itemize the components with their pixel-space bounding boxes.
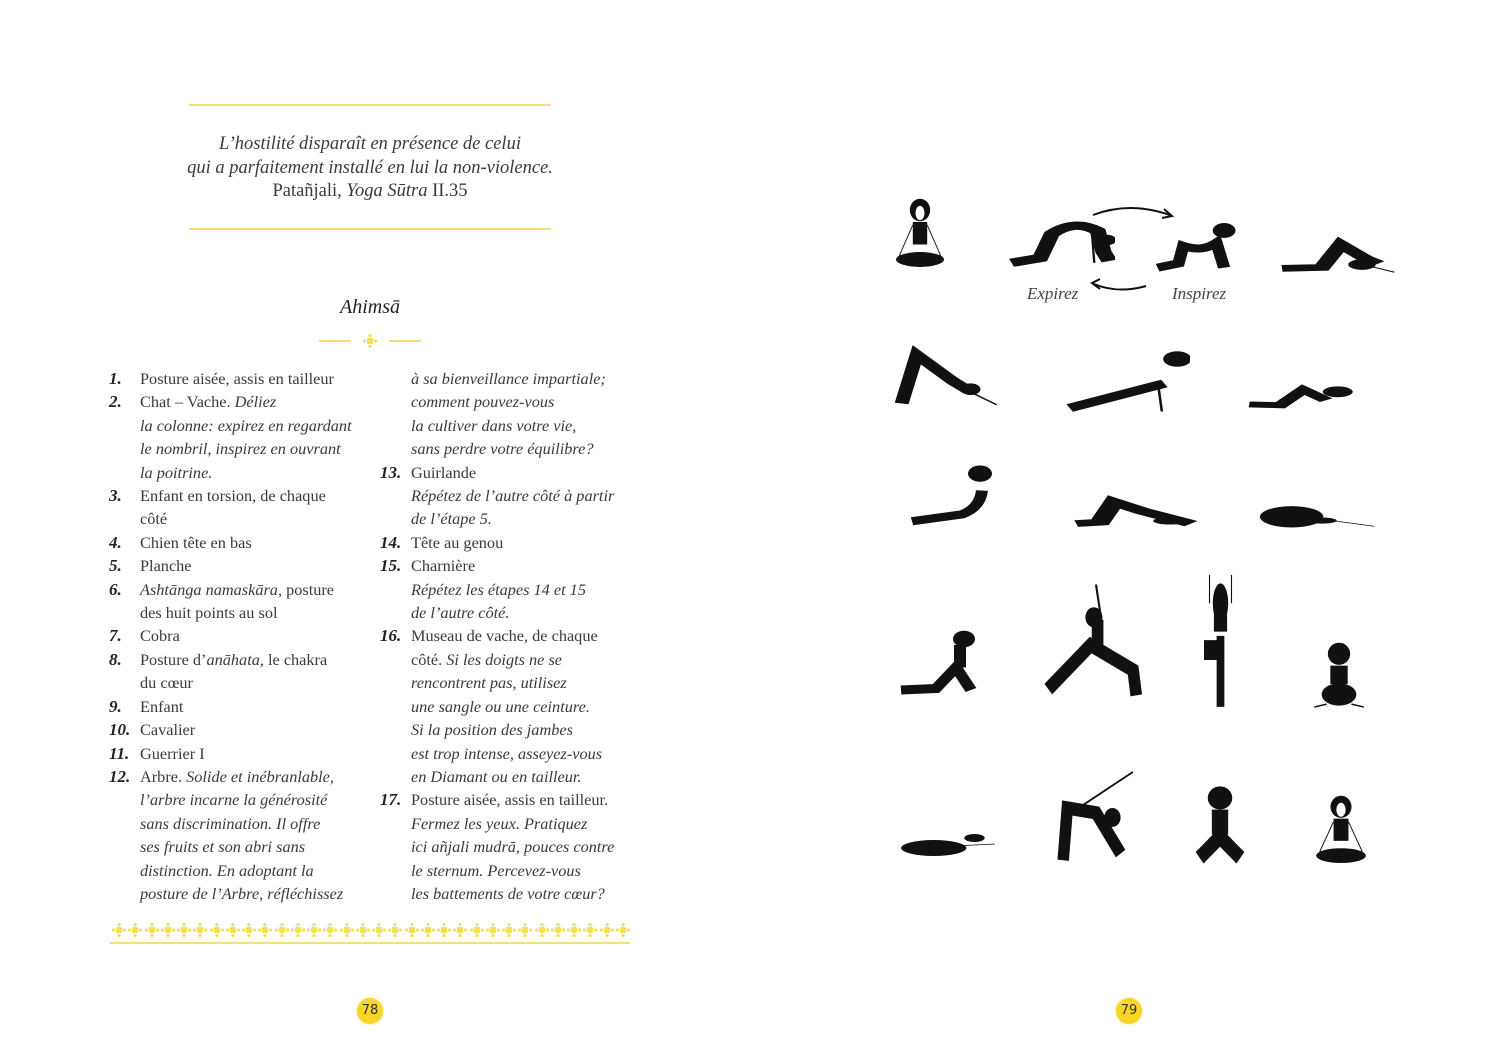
quote-source xyxy=(150,180,590,204)
cow-face-pose-illustration xyxy=(1186,783,1254,866)
section-title: Ahimsā xyxy=(340,296,400,318)
flower-ornament-icon xyxy=(583,923,597,937)
step-note: les battements de votre cœur? xyxy=(411,883,605,903)
step-number: 16. xyxy=(380,626,402,646)
step-line xyxy=(109,882,374,905)
step-item xyxy=(380,624,645,647)
flower-ornament-icon xyxy=(193,923,207,937)
quote-top-rule xyxy=(189,104,551,106)
step-item xyxy=(109,484,374,507)
flower-ornament-icon xyxy=(177,923,191,937)
cow-pose-icon xyxy=(1150,215,1245,277)
flower-ornament-icon xyxy=(340,923,354,937)
step-note: de l’étape 5. xyxy=(411,509,492,529)
step-line xyxy=(380,812,645,835)
bottom-rule xyxy=(110,942,630,944)
flower-ornament-icon xyxy=(437,923,451,937)
step-item xyxy=(109,531,374,554)
step-item xyxy=(109,742,374,765)
step-number: 3. xyxy=(109,486,122,506)
step-number: 13. xyxy=(380,462,402,482)
flower-ornament-icon xyxy=(405,923,419,937)
anahata-pose-illustration xyxy=(1065,484,1205,529)
plank-pose-illustration xyxy=(1062,345,1190,415)
step-line xyxy=(109,835,374,858)
head-to-knee-pose-illustration xyxy=(898,822,1000,862)
step-line xyxy=(380,601,645,624)
step-line xyxy=(380,882,645,905)
step-note: distinction. En adoptant la xyxy=(140,860,314,880)
flower-ornament-icon xyxy=(518,923,532,937)
step-item xyxy=(109,765,374,788)
tree-pose-icon xyxy=(1193,572,1248,714)
flower-ornament-icon xyxy=(112,923,126,937)
quote-bottom-rule xyxy=(189,228,551,230)
step-line xyxy=(380,648,645,671)
flower-ornament-icon xyxy=(242,923,256,937)
step-item xyxy=(109,695,374,718)
step-line xyxy=(109,437,374,460)
step-note: Fermez les yeux. Pratiquez xyxy=(411,813,588,833)
step-text: Posture aisée, assis en tailleur. xyxy=(411,790,609,810)
epigraph-quote xyxy=(150,133,590,204)
step-number: 4. xyxy=(109,532,122,552)
downward-dog-pose-illustration xyxy=(893,345,1001,410)
child-pose-illustration xyxy=(1255,494,1377,532)
easy-pose-final-illustration xyxy=(1310,792,1372,866)
step-item xyxy=(109,367,374,390)
flower-ornament-icon xyxy=(258,923,272,937)
step-number: 7. xyxy=(109,626,122,646)
child-pose-icon xyxy=(1255,494,1377,532)
step-number: 14. xyxy=(380,532,402,552)
step-item xyxy=(380,461,645,484)
step-line xyxy=(380,835,645,858)
step-note: Si la position des jambes xyxy=(411,720,573,740)
flower-ornament-icon xyxy=(145,923,159,937)
step-text: , posture xyxy=(277,579,335,599)
arrow-right-icon xyxy=(1090,203,1180,223)
step-line xyxy=(380,484,645,507)
step-note: Si les doigts ne se xyxy=(446,649,563,669)
quote-line-2: qui a parfaitement installé en lui la non-violence. xyxy=(187,157,553,178)
ornament-dash-right xyxy=(389,340,421,342)
flower-ornament-icon xyxy=(600,923,614,937)
step-line xyxy=(109,601,374,624)
step-line xyxy=(380,859,645,882)
step-note: de l’autre côté. xyxy=(411,603,510,623)
step-note: le nombril, inspirez en ouvrant xyxy=(140,439,341,459)
step-item xyxy=(380,531,645,554)
quote-line-1: L’hostilité disparaît en présence de celui xyxy=(219,134,521,154)
step-text: Museau de vache, de chaque xyxy=(411,626,598,646)
step-number: 11. xyxy=(109,743,130,763)
flower-ornament-icon xyxy=(226,923,240,937)
flower-ornament-icon xyxy=(372,923,386,937)
flower-ornament-icon xyxy=(421,923,435,937)
step-text: Arbre. xyxy=(140,766,187,786)
step-line xyxy=(109,671,374,694)
step-line xyxy=(380,507,645,530)
right-page xyxy=(750,0,1500,1059)
caption-exhale: Expirez xyxy=(1027,284,1079,303)
step-text: côté. xyxy=(411,649,447,669)
step-line xyxy=(109,414,374,437)
flower-ornament-icon xyxy=(275,923,289,937)
step-note: comment pouvez-vous xyxy=(411,392,555,412)
title-ornament xyxy=(319,338,421,344)
step-note: anāhata xyxy=(206,649,260,669)
step-line xyxy=(380,367,645,390)
step-note: la cultiver dans votre vie, xyxy=(411,415,577,435)
step-note: en Diamant ou en tailleur. xyxy=(411,766,582,786)
step-text: Tête au genou xyxy=(411,532,504,552)
flower-border-ornament xyxy=(112,923,630,937)
step-item xyxy=(109,718,374,741)
garland-pose-illustration xyxy=(1308,639,1370,713)
step-note: la colonne: expirez en regardant xyxy=(140,415,352,435)
step-line xyxy=(109,859,374,882)
step-note: Répétez les étapes 14 et 15 xyxy=(411,579,586,599)
step-note: Ashtānga namaskāra xyxy=(140,579,278,599)
cobra-pose-illustration xyxy=(902,460,1002,528)
step-text: Chien tête en bas xyxy=(140,532,252,552)
step-text: Cobra xyxy=(140,626,180,646)
quote-reference: II.35 xyxy=(427,181,468,201)
cow-pose-illustration xyxy=(1150,215,1245,277)
flower-ornament-icon xyxy=(161,923,175,937)
quote-author: Patañjali, xyxy=(272,181,347,201)
flower-ornament-icon xyxy=(486,923,500,937)
step-item xyxy=(109,624,374,647)
step-line xyxy=(109,812,374,835)
warrior-one-pose-illustration xyxy=(1043,582,1149,708)
step-text: Chat – Vache. xyxy=(140,392,235,412)
step-note: l’arbre incarne la générosité xyxy=(140,790,328,810)
step-number: 5. xyxy=(109,556,122,576)
step-text: Charnière xyxy=(411,556,476,576)
step-line xyxy=(380,742,645,765)
step-note: le sternum. Percevez-vous xyxy=(411,860,581,880)
step-note: à sa bienveillance impartiale; xyxy=(411,369,606,388)
step-note: rencontrent pas, utilisez xyxy=(411,673,567,693)
step-number: 10. xyxy=(109,720,131,740)
step-note: ici añjali mudrā, pouces contre xyxy=(411,837,615,857)
step-line xyxy=(380,718,645,741)
tree-pose-illustration xyxy=(1193,572,1248,714)
step-line xyxy=(109,788,374,811)
step-number: 9. xyxy=(109,696,122,716)
page-number-badge: 79 xyxy=(1116,998,1142,1024)
downward-dog-pose-icon xyxy=(893,345,1001,410)
step-text: Guerrier I xyxy=(140,743,205,763)
step-line xyxy=(380,671,645,694)
ornament-dash-left xyxy=(319,340,351,342)
step-number: 8. xyxy=(109,649,122,669)
page-number-badge: 78 xyxy=(357,998,383,1024)
flower-ornament-icon xyxy=(291,923,305,937)
gate-hinge-pose-icon xyxy=(1055,770,1137,865)
step-line xyxy=(380,390,645,413)
flower-ornament-icon xyxy=(535,923,549,937)
child-twist-pose-illustration xyxy=(1272,230,1397,278)
step-text: Cavalier xyxy=(140,720,196,740)
cobra-pose-icon xyxy=(902,460,1002,528)
flower-ornament-icon xyxy=(567,923,581,937)
step-text: Planche xyxy=(140,556,192,576)
step-line xyxy=(109,507,374,530)
eight-points-pose-icon xyxy=(1240,375,1355,417)
step-text: du cœur xyxy=(140,673,193,693)
head-to-knee-pose-icon xyxy=(898,822,1000,862)
step-note: ses fruits et son abri sans xyxy=(140,837,306,857)
step-number: 6. xyxy=(109,579,122,599)
step-item xyxy=(109,578,374,601)
flower-ornament-icon xyxy=(307,923,321,937)
eight-points-pose-illustration xyxy=(1240,375,1355,417)
step-note: sans discrimination. Il offre xyxy=(140,813,321,833)
steps-column-1 xyxy=(109,367,374,905)
step-text: Posture d’ xyxy=(140,649,207,669)
step-number: 1. xyxy=(109,369,122,388)
step-note: Répétez de l’autre côté à partir xyxy=(411,486,615,506)
cow-face-pose-icon xyxy=(1186,783,1254,866)
step-note: une sangle ou une ceinture. xyxy=(411,696,590,716)
step-note: Solide et inébranlable, xyxy=(186,766,334,786)
gate-hinge-pose-illustration xyxy=(1055,770,1137,865)
step-line xyxy=(109,461,374,484)
flower-ornament-icon xyxy=(210,923,224,937)
step-note: Déliez xyxy=(234,392,277,412)
flower-ornament-icon xyxy=(502,923,516,937)
flower-ornament-icon xyxy=(616,923,630,937)
low-lunge-pose-icon xyxy=(896,630,996,705)
step-item xyxy=(380,554,645,577)
step-note: posture de l’Arbre, réfléchissez xyxy=(140,883,344,903)
step-line xyxy=(380,437,645,460)
flower-ornament-icon xyxy=(363,334,377,348)
step-item xyxy=(380,788,645,811)
step-text: Guirlande xyxy=(411,462,477,482)
step-line xyxy=(380,695,645,718)
flower-ornament-icon xyxy=(323,923,337,937)
flower-ornament-icon xyxy=(128,923,142,937)
anahata-pose-icon xyxy=(1065,484,1205,529)
step-text: côté xyxy=(140,509,168,529)
child-twist-pose-icon xyxy=(1272,230,1397,278)
steps-column-2 xyxy=(380,367,645,905)
caption-inhale: Inspirez xyxy=(1172,284,1227,303)
step-note: est trop intense, asseyez-vous xyxy=(411,743,603,763)
step-note: la poitrine. xyxy=(140,462,213,482)
warrior-one-pose-icon xyxy=(1043,582,1149,708)
flower-ornament-icon xyxy=(470,923,484,937)
flower-ornament-icon xyxy=(356,923,370,937)
quote-work: Yoga Sūtra xyxy=(346,181,428,201)
step-text: , le chakra xyxy=(259,649,328,669)
arrow-left-icon xyxy=(1088,276,1150,296)
easy-pose-illustration xyxy=(890,195,950,270)
easy-pose-final-icon xyxy=(1310,792,1372,866)
step-text: Posture aisée, assis en tailleur xyxy=(140,369,334,388)
step-item xyxy=(109,390,374,413)
step-item xyxy=(109,554,374,577)
flower-ornament-icon xyxy=(453,923,467,937)
step-number: 15. xyxy=(380,556,402,576)
step-text: Enfant en torsion, de chaque xyxy=(140,486,326,506)
flower-ornament-icon xyxy=(551,923,565,937)
flower-ornament-icon xyxy=(388,923,402,937)
step-note: sans perdre votre équilibre? xyxy=(411,439,594,459)
easy-pose-icon xyxy=(890,195,950,270)
step-text: Enfant xyxy=(140,696,184,716)
step-line xyxy=(380,765,645,788)
step-number: 2. xyxy=(109,392,122,412)
garland-pose-icon xyxy=(1308,639,1370,713)
step-text: des huit points au sol xyxy=(140,603,278,623)
step-line xyxy=(380,414,645,437)
step-number: 12. xyxy=(109,766,131,786)
step-item xyxy=(109,648,374,671)
plank-pose-icon xyxy=(1062,345,1190,415)
step-line xyxy=(380,578,645,601)
step-number: 17. xyxy=(380,790,402,810)
low-lunge-pose-illustration xyxy=(896,630,996,705)
